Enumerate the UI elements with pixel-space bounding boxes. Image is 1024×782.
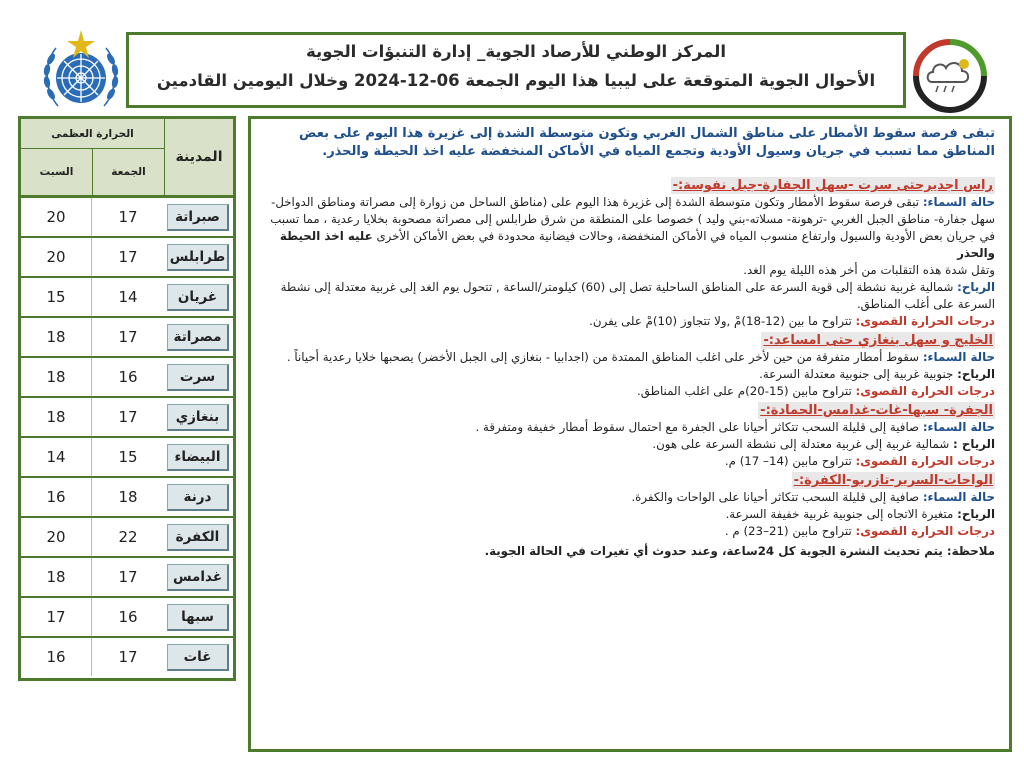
temp-label: درجات الحرارة القصوى: — [855, 314, 995, 328]
sky-label: حالة السماء: — [922, 350, 995, 364]
header-subtitle: الأحوال الجوية المتوقعة على ليبيا هذا اليوم الجمعة 06-12-2024 وخلال اليومين القادمين — [156, 71, 876, 90]
friday-temp: 18 — [118, 488, 138, 506]
sky-text: تبقى فرصة سقوط الأمطار وتكون متوسطة الشدة إلى غزيرة هذا اليوم على (مناطق الساحل من زوارة إلى مصراتة ومناطق الدواخل- سهل جفارة- مناطق الجبل الغربي -ترهونة- مسلاته-بني وليد ) خصوصا على المنطقة من شرق طرابلس إلى مصراتة مصحوبة بخلايا رعدية ، مما تسبب في جريان بعض الأودية والسيول وارتفاع منسوب المياه في الأماكن المنخفضة، وحالات فيضانية محدودة في بعض الأماكن الأخرى — [270, 195, 995, 243]
friday-temp: 15 — [118, 448, 138, 466]
wind-text: شمالية غربية نشطة إلى قوية السرعة على المناطق الساحلية تصل إلى (60) كيلومتر/الساعة , تتحول يوم الغد إلى غربية معتدلة إلى نشطة السرعة على أغلب المناطق. — [280, 280, 995, 311]
friday-temp: 17 — [118, 568, 138, 586]
city-name: غريان — [167, 284, 229, 311]
saturday-temp: 20 — [21, 238, 92, 276]
section-heading: الواحات-السرير-تازربو-الكفرة:- — [793, 473, 993, 488]
table-row — [21, 558, 233, 598]
section-heading: الجفرة- سبها-غات-غدامس-الحمادة:- — [760, 403, 993, 418]
sky-text: صافية إلى قليلة السحب تتكاثر أحيانا على الجفرة مع احتمال سقوط أمطار خفيفة ومتفرقة . — [475, 420, 920, 434]
city-column-header: المدينة — [164, 119, 233, 195]
table-row — [21, 438, 233, 478]
saturday-temp: 18 — [21, 398, 92, 436]
city-name: البيضاء — [167, 444, 229, 471]
table-row — [21, 198, 233, 238]
table-row — [21, 478, 233, 518]
saturday-temp: 16 — [21, 638, 92, 676]
city-name: طرابلس — [167, 244, 229, 271]
forecast-panel — [248, 116, 1012, 752]
temp-label: درجات الحرارة القصوى: — [855, 524, 995, 538]
wind-label: الرياح: — [957, 367, 995, 381]
friday-temp: 14 — [118, 288, 138, 306]
table-row — [21, 638, 233, 678]
forecast-section-benghazi — [265, 330, 995, 400]
friday-temp: 17 — [118, 248, 138, 266]
wind-text: متغيرة الاتجاه إلى جنوبية غربية خفيفة السرعة. — [725, 507, 954, 521]
saturday-temp: 18 — [21, 558, 92, 596]
forecast-section-west — [265, 175, 995, 330]
table-row — [21, 318, 233, 358]
temp-label: درجات الحرارة القصوى: — [855, 454, 995, 468]
saturday-temp: 16 — [21, 478, 92, 516]
saturday-temp: 17 — [21, 598, 92, 636]
section-heading: الخليج و سهل بنغازي حتى امساعد:- — [763, 333, 993, 348]
saturday-temp: 20 — [21, 518, 92, 556]
table-header — [21, 119, 233, 198]
city-name: درنة — [167, 484, 229, 511]
city-name: غدامس — [167, 564, 229, 591]
city-name: بنغازي — [167, 404, 229, 431]
header-box — [126, 32, 906, 108]
saturday-header: السبت — [21, 149, 92, 195]
saturday-temp: 14 — [21, 438, 92, 476]
forecast-intro: تبقى فرصة سقوط الأمطار على مناطق الشمال الغربي وتكون متوسطة الشدة إلى غزيرة هذا اليوم على بعض المناطق مما تسبب في جريان وسيول الأودية وتجمع المياه في الأماكن المنخفضة عليه اخذ الحيطة والحذر. — [299, 126, 995, 159]
wind-text: جنوبية غربية إلى جنوبية معتدلة السرعة. — [759, 367, 954, 381]
wind-label: الرياح: — [957, 507, 995, 521]
city-name: صبراتة — [167, 204, 229, 231]
ncm-logo — [912, 38, 988, 114]
friday-temp: 17 — [118, 408, 138, 426]
wind-label: الرياح: — [957, 280, 995, 294]
saturday-temp: 20 — [21, 198, 92, 236]
header-title: المركز الوطني للأرصاد الجوية_ إدارة التنبؤات الجوية — [306, 42, 726, 61]
wind-text: شمالية غربية إلى غربية معتدلة إلى نشطة السرعة على هون. — [652, 437, 950, 451]
temperature-table — [18, 116, 236, 681]
table-row — [21, 518, 233, 558]
friday-temp: 17 — [118, 208, 138, 226]
friday-temp: 17 — [118, 328, 138, 346]
city-name: سبها — [167, 604, 229, 631]
saturday-temp: 18 — [21, 358, 92, 396]
wmo-logo — [38, 28, 124, 114]
friday-temp: 17 — [118, 648, 138, 666]
sky-text: صافية إلى قليلة السحب تتكاثر أحيانا على الواحات والكفرة. — [631, 490, 920, 504]
update-note: ملاحظة: يتم تحديث النشرة الجوية كل 24ساعة، وعند حدوث أي تغيرات في الحالة الجوية. — [484, 544, 995, 558]
section-heading: راس اجديرحتى سرت -سهل الجفارة-جبل نفوسة:- — [672, 178, 993, 193]
wind-label: الرياح : — [953, 437, 995, 451]
temp-label: درجات الحرارة القصوى: — [855, 384, 995, 398]
table-row — [21, 278, 233, 318]
friday-temp: 16 — [118, 368, 138, 386]
table-row — [21, 238, 233, 278]
max-temp-header: الحرارة العظمى — [21, 119, 164, 149]
forecast-section-oases — [265, 470, 995, 540]
city-name: مصراتة — [167, 324, 229, 351]
forecast-section-south — [265, 400, 995, 470]
friday-temp: 16 — [118, 608, 138, 626]
city-name: الكفرة — [167, 524, 229, 551]
temp-text: تتراوح ما بين (12-18)مْ ,ولا تتجاوز (10)مْ على يفرن. — [589, 314, 852, 328]
table-row — [21, 358, 233, 398]
city-name: غات — [167, 644, 229, 671]
sky-extra: وتقل شدة هذه التقلبات من أخر هذه الليلة يوم الغد. — [743, 263, 995, 277]
sky-label: حالة السماء: — [922, 195, 995, 209]
table-row — [21, 398, 233, 438]
city-name: سرت — [167, 364, 229, 391]
table-body — [21, 198, 233, 678]
friday-temp: 22 — [118, 528, 138, 546]
temp-text: تتراوح مابين (21–23) م . — [724, 524, 852, 538]
sky-label: حالة السماء: — [922, 420, 995, 434]
sky-label: حالة السماء: — [922, 490, 995, 504]
sky-warning: عليه اخذ الحيطة والحذر — [279, 229, 995, 260]
saturday-temp: 15 — [21, 278, 92, 316]
friday-header: الجمعة — [92, 149, 164, 195]
temp-text: تتراوح مابين (14– 17) م. — [724, 454, 852, 468]
sky-text: سقوط أمطار متفرقة من حين لأخر على اغلب المناطق الممتدة من (اجدابيا - بنغازي إلى الجبل الأخضر) يصحبها خلايا رعدية أحياناً . — [286, 350, 920, 364]
saturday-temp: 18 — [21, 318, 92, 356]
table-row — [21, 598, 233, 638]
temp-text: تتراوح مابين (15-20)م على اغلب المناطق. — [636, 384, 852, 398]
